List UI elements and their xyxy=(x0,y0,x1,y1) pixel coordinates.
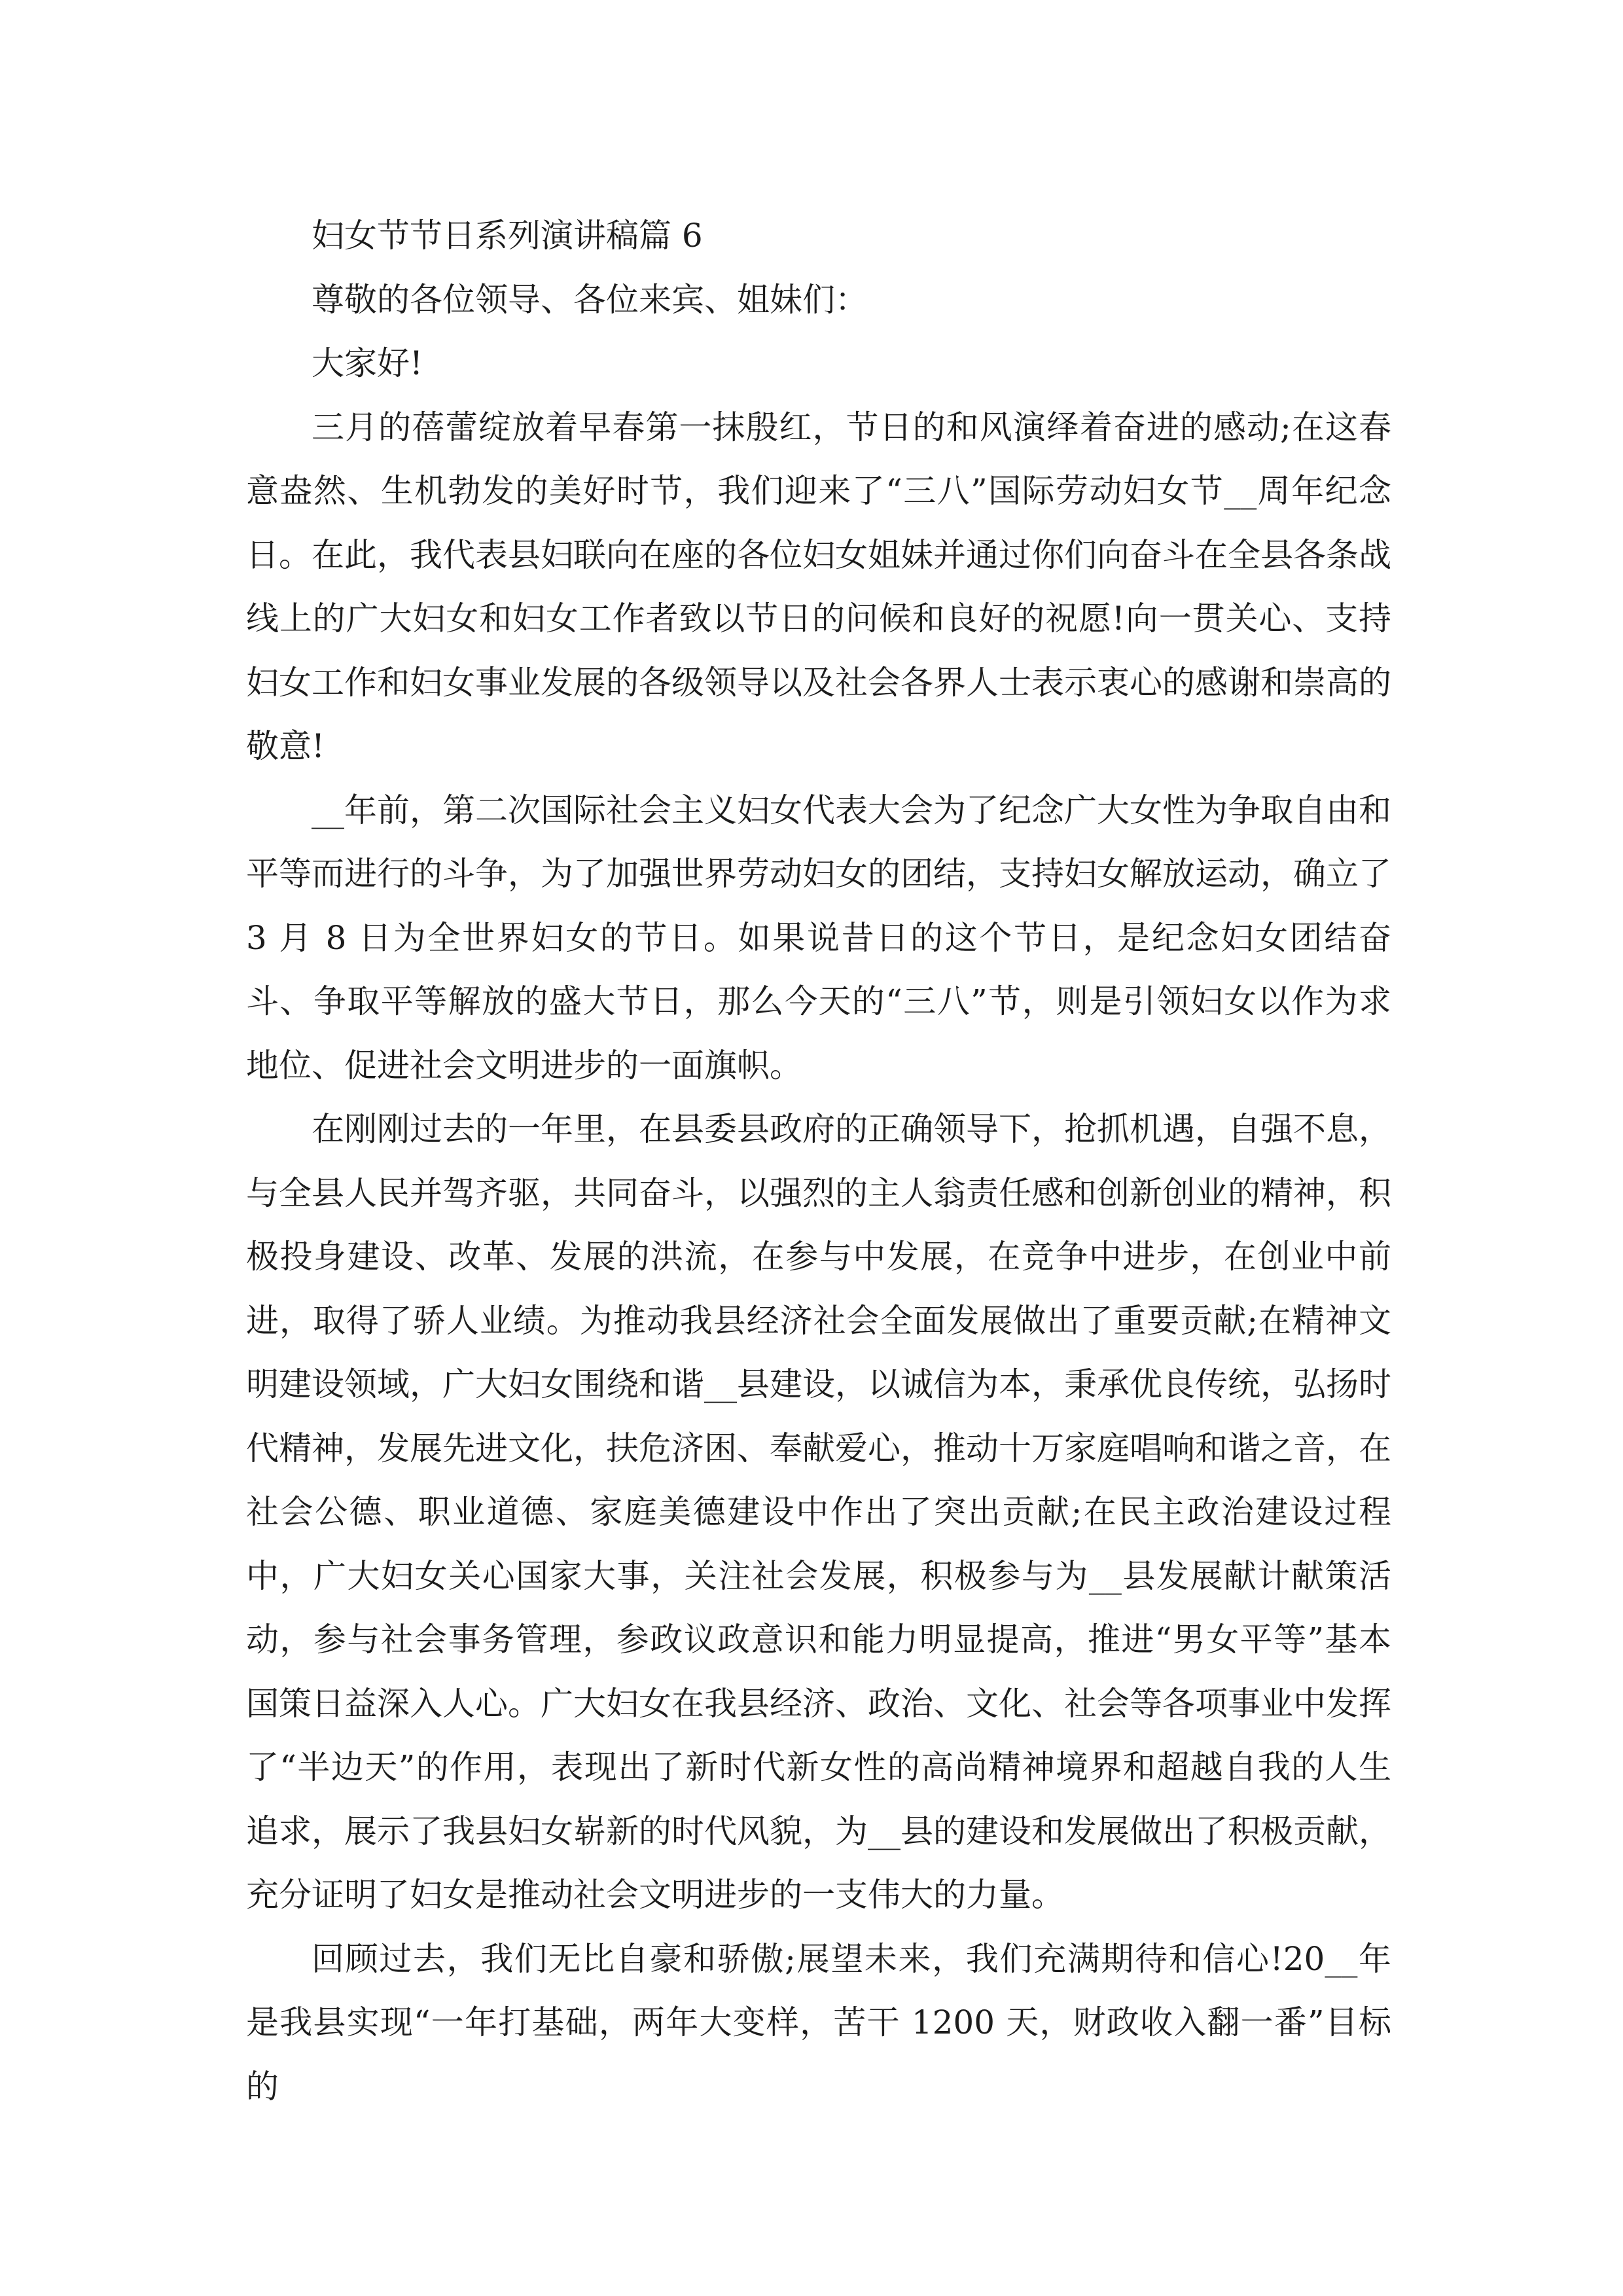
paragraph: __年前，第二次国际社会主义妇女代表大会为了纪念广大女性为争取自由和平等而进行的斗争，为了加强世界劳动妇女的团结，支持妇女解放运动，确立了 3 月 8 日为全世界妇女的节日。如果说昔日的这个节日，是纪念妇女团结奋斗、争取平等解放的盛大节日，那么今天的“三八”节，则是引领妇女以作为求地位、促进社会文明进步的一面旗帜。 xyxy=(246,791,1391,1085)
paragraph: 在刚刚过去的一年里，在县委县政府的正确领导下，抢抓机遇，自强不息，与全县人民并驾齐驱，共同奋斗，以强烈的主人翁责任感和创新创业的精神，积极投身建设、改革、发展的洪流，在参与中发展，在竞争中进步，在创业中前进，取得了骄人业绩。为推动我县经济社会全面发展做出了重要贡献;在精神文明建设领域，广大妇女围绕和谐__县建设，以诚信为本，秉承优良传统，弘扬时代精神，发展先进文化，扶危济困、奉献爱心，推动十万家庭唱响和谐之音，在社会公德、职业道德、家庭美德建设中作出了突出贡献;在民主政治建设过程中，广大妇女关心国家大事，关注社会发展，积极参与为__县发展献计献策活动，参与社会事务管理，参政议政意识和能力明显提高，推进“男女平等”基本国策日益深入人心。广大妇女在我县经济、政治、文化、社会等各项事业中发挥了“半边天”的作用，表现出了新时代新女性的高尚精神境界和超越自我的人生追求，展示了我县妇女崭新的时代风貌，为__县的建设和发展做出了积极贡献，充分证明了妇女是推动社会文明进步的一支伟大的力量。 xyxy=(246,1110,1391,1914)
salutation: 尊敬的各位领导、各位来宾、姐妹们： xyxy=(312,280,868,319)
greeting: 大家好! xyxy=(312,344,423,382)
document-body xyxy=(246,204,1391,2119)
paragraph: 回顾过去，我们无比自豪和骄傲;展望未来，我们充满期待和信心!20__年是我县实现“一年打基础，两年大变样，苦干 1200 天，财政收入翻一番”目标的 xyxy=(246,1939,1391,2106)
document-title: 妇女节节日系列演讲稿篇 6 xyxy=(312,217,703,255)
paragraph: 三月的蓓蕾绽放着早春第一抹殷红，节日的和风演绎着奋进的感动;在这春意盎然、生机勃发的美好时节，我们迎来了“三八”国际劳动妇女节__周年纪念日。在此，我代表县妇联向在座的各位妇女姐妹并通过你们向奋斗在全县各条战线上的广大妇女和妇女工作者致以节日的问候和良好的祝愿!向一贯关心、支持妇女工作和妇女事业发展的各级领导以及社会各界人士表示衷心的感谢和崇高的敬意! xyxy=(246,408,1391,765)
